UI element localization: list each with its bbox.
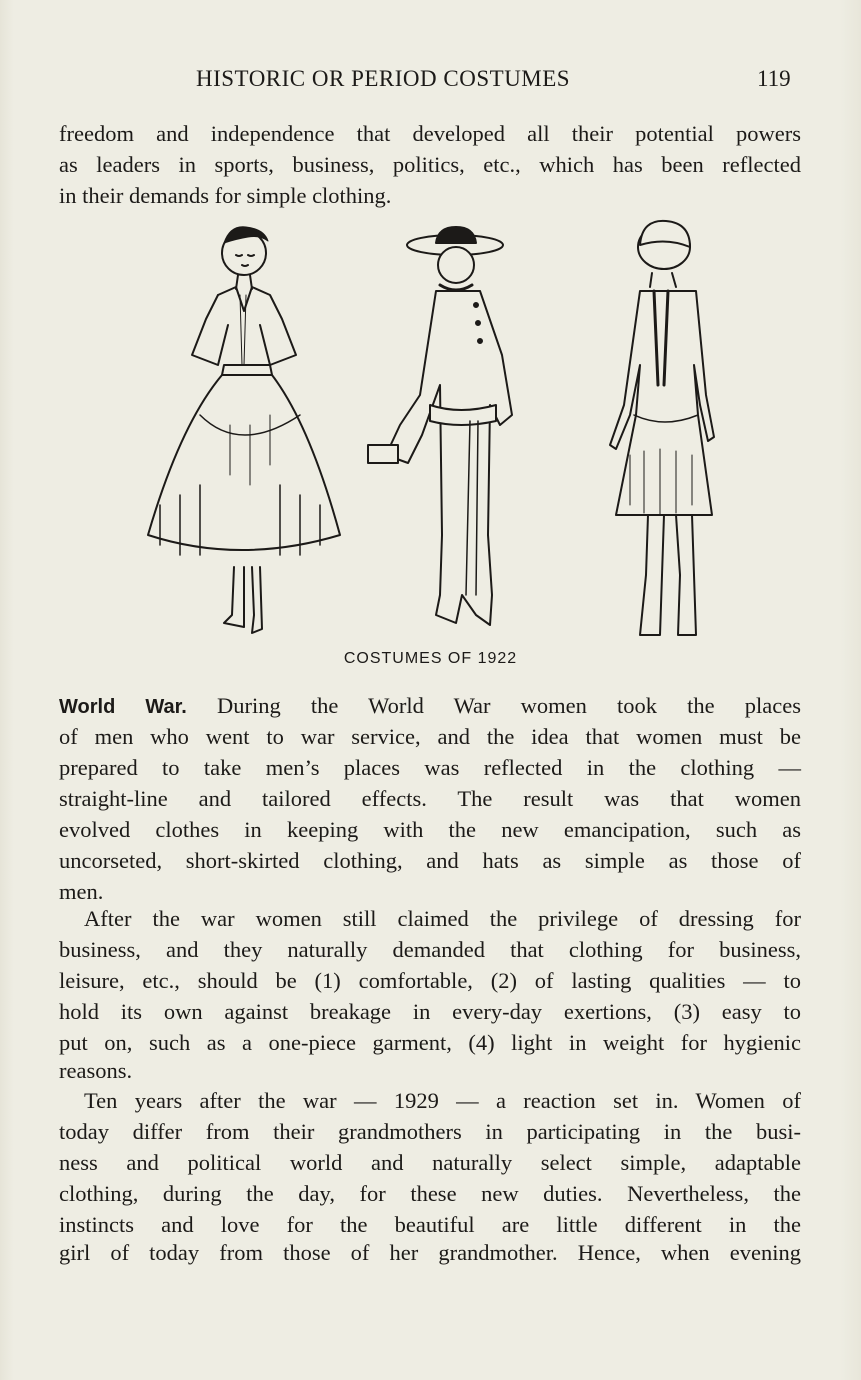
para3-line-6: girl of today from those of her grandmother. Hence, when evening (59, 1240, 801, 1265)
para3-line-5: instincts and love for the beautiful are little different in the (59, 1212, 801, 1237)
para3-line-3: ness and political world and naturally select simple, adaptable (59, 1150, 801, 1175)
para2-line-2: business, and they naturally demanded that clothing for business, (59, 937, 801, 962)
page-number: 119 (757, 66, 791, 91)
para3-line-4: clothing, during the day, for these new duties. Nevertheless, the (59, 1181, 801, 1206)
costume-illustration (140, 215, 740, 645)
section-first-line (59, 693, 801, 719)
section-line-7: men. (59, 879, 104, 904)
section-line-2: of men who went to war service, and the idea that women must be (59, 724, 801, 749)
section-first-line-text: During the World War women took the places (217, 693, 802, 718)
running-title: HISTORIC OR PERIOD COSTUMES (196, 66, 571, 91)
running-header (0, 66, 861, 100)
section-line-3: prepared to take men’s places was reflected in the clothing — (59, 755, 801, 780)
section-heading: World War. (59, 696, 187, 718)
figure-full-skirt-dress (148, 227, 340, 633)
figure-caption: COSTUMES OF 1922 (343, 650, 518, 667)
intro-line-2: as leaders in sports, business, politics, etc., which has been reflected (59, 152, 801, 177)
section-line-5: evolved clothes in keeping with the new emancipation, such as (59, 817, 801, 842)
para3-line-2: today differ from their grandmothers in participating in the busi- (59, 1119, 801, 1144)
para2-line-1: After the war women still claimed the privilege of dressing for (84, 906, 801, 931)
para2-line-3: leisure, etc., should be (1) comfortable, (2) of lasting qualities — to (59, 968, 801, 993)
para2-line-4: hold its own against breakage in every-day exertions, (3) easy to (59, 999, 801, 1024)
figure-coat-dress-hat (368, 227, 512, 625)
section-line-6: uncorseted, short-skirted clothing, and hats as simple as those of (59, 848, 801, 873)
section-line-4: straight-line and tailored effects. The result was that women (59, 786, 801, 811)
para2-line-5: put on, such as a one-piece garment, (4) light in weight for hygienic (59, 1030, 801, 1055)
para2-line-6: reasons. (59, 1058, 133, 1083)
para3-line-1: Ten years after the war — 1929 — a reaction set in. Women of (84, 1088, 801, 1113)
figure-drop-waist-cloche (610, 221, 714, 635)
intro-line-3: in their demands for simple clothing. (59, 183, 392, 208)
intro-line-1: freedom and independence that developed all their potential powers (59, 121, 801, 146)
